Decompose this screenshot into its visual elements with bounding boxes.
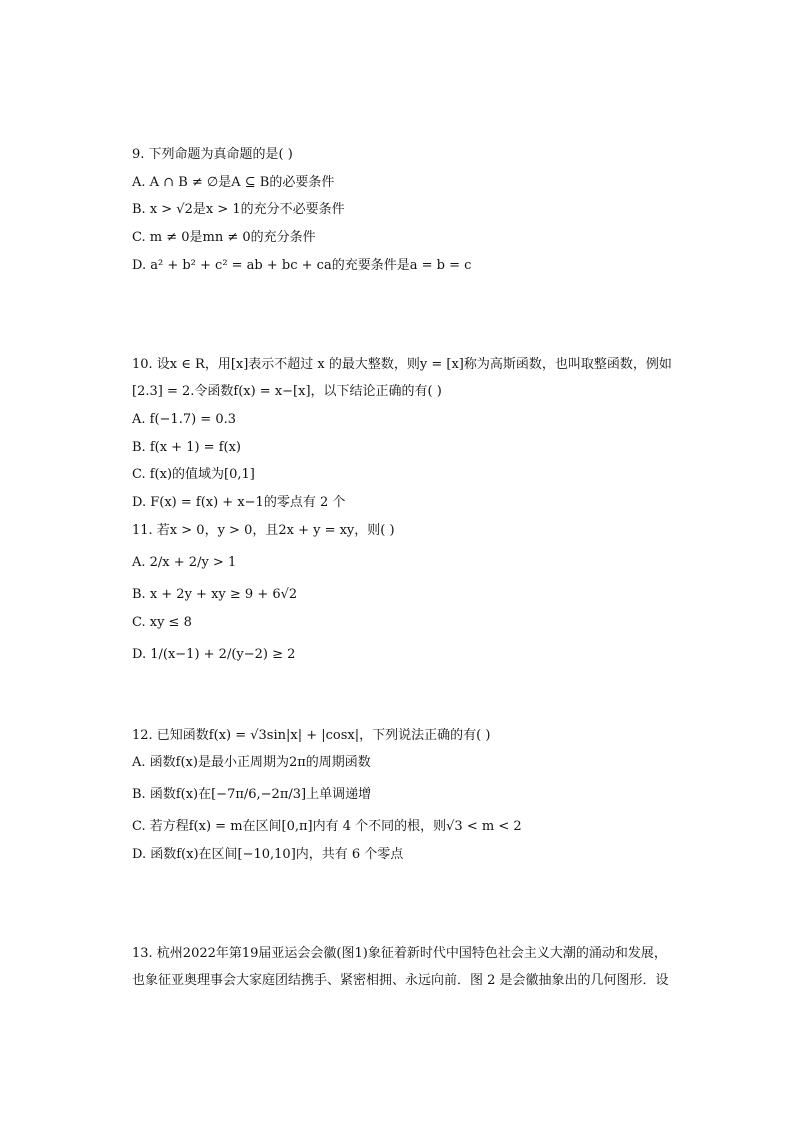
question-10-option-d: D. F(x) = f(x) + x−1的零点有 2 个 (132, 495, 346, 510)
question-9-option-c: C. m ≠ 0是mn ≠ 0的充分条件 (132, 230, 316, 245)
question-12-stem: 12. 已知函数f(x) = √3sin|x| + |cosx|，下列说法正确的有( ) (132, 728, 491, 743)
question-9-option-d: D. a² + b² + c² = ab + bc + ca的充要条件是a = b = c (132, 258, 472, 273)
question-9-option-a: A. A ∩ B ≠ ∅是A ⊆ B的必要条件 (132, 175, 335, 190)
question-11-option-a: A. 2/x + 2/y > 1 (132, 555, 237, 570)
question-10-stem-line-2: [2.3] = 2.令函数f(x) = x−[x]，以下结论正确的有( ) (132, 384, 442, 399)
question-9-option-b: B. x > √2是x > 1的充分不必要条件 (132, 202, 345, 217)
question-11-option-d: D. 1/(x−1) + 2/(y−2) ≥ 2 (132, 647, 296, 662)
question-11-option-b: B. x + 2y + xy ≥ 9 + 6√2 (132, 587, 298, 602)
question-11-stem: 11. 若x > 0，y > 0，且2x + y = xy，则( ) (132, 523, 395, 538)
question-10-option-b: B. f(x + 1) = f(x) (132, 440, 241, 455)
question-13-stem-line-1: 13. 杭州2022年第19届亚运会会徽(图1)象征着新时代中国特色社会主义大潮的涌动和发展， (132, 946, 667, 961)
question-12-option-d: D. 函数f(x)在区间[−10,10]内，共有 6 个零点 (132, 847, 404, 862)
question-10-option-a: A. f(−1.7) = 0.3 (132, 412, 237, 427)
question-12-option-c: C. 若方程f(x) = m在区间[0,π]内有 4 个不同的根，则√3 < m < 2 (132, 819, 522, 834)
question-9-stem: 9. 下列命题为真命题的是( ) (132, 147, 293, 162)
question-10-option-c: C. f(x)的值域为[0,1] (132, 467, 255, 482)
question-10-stem-line-1: 10. 设x ∈ R，用[x]表示不超过 x 的最大整数，则y = [x]称为高斯函数，也叫取整函数，例如 (132, 357, 672, 372)
question-12-option-a: A. 函数f(x)是最小正周期为2π的周期函数 (132, 755, 371, 770)
question-11-option-c: C. xy ≤ 8 (132, 615, 192, 630)
question-13-stem-line-2: 也象征亚奥理事会大家庭团结携手、紧密相拥、永远向前．图 2 是会徽抽象出的几何图形．设 (132, 973, 669, 988)
question-12-option-b: B. 函数f(x)在[−7π/6,−2π/3]上单调递增 (132, 787, 372, 802)
